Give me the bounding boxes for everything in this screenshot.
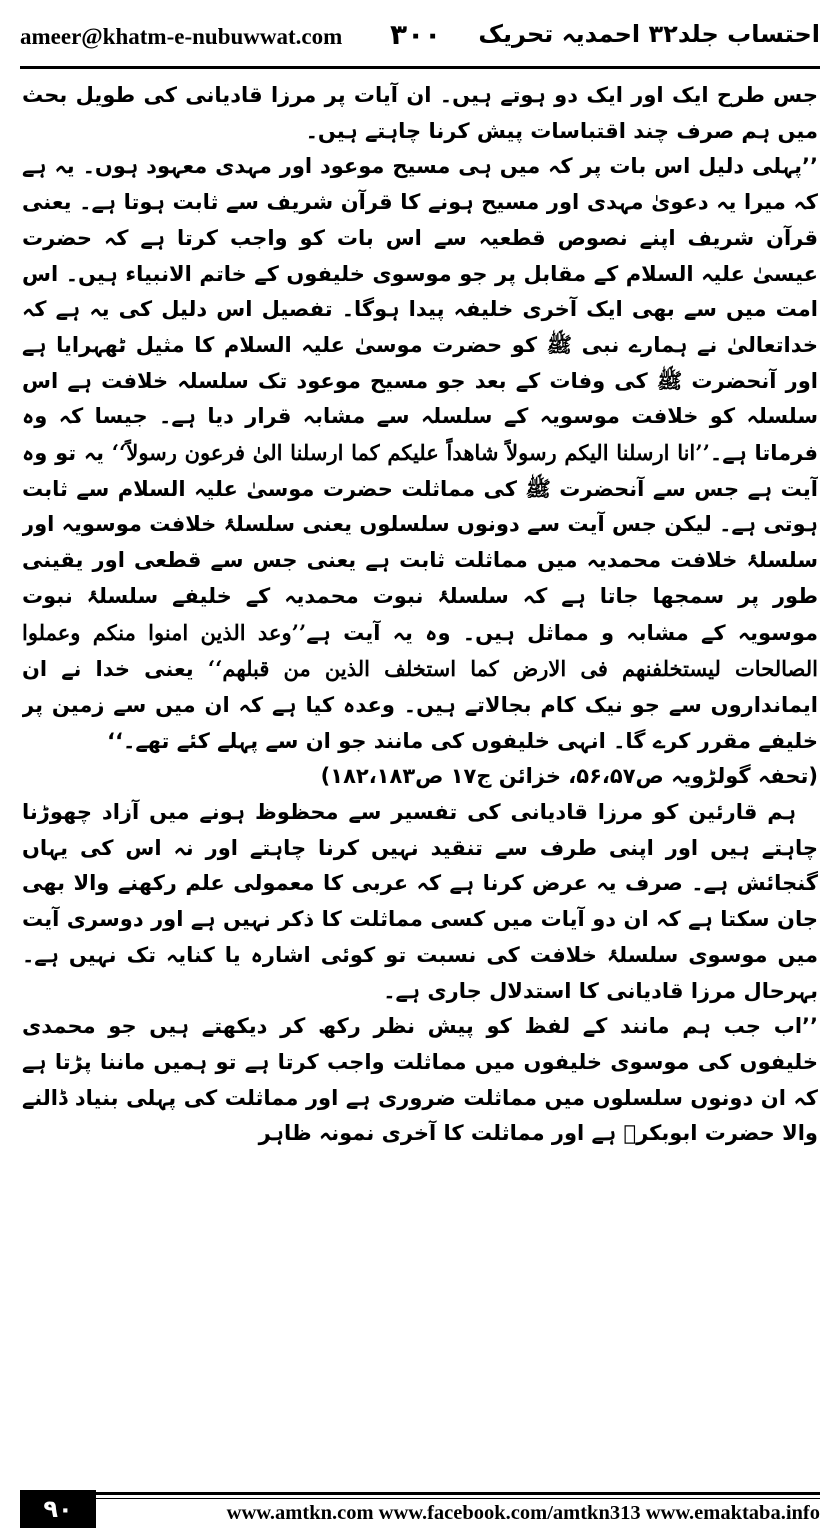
footer-page-number: ۹۰: [20, 1490, 96, 1528]
paragraph-quote-start: [22, 149, 818, 759]
footer-links: www.amtkn.com www.facebook.com/amtkn313 www.emaktaba.info: [226, 1502, 820, 1524]
header-divider: [20, 66, 820, 69]
citation-reference: (تحفہ گولڑویہ ص۵۶،۵۷، خزائن ج۱۷ ص۱۸۲،۱۸۳): [320, 764, 818, 789]
paragraph-quote-continued: ’’اب جب ہم مانند کے لفظ کو پیش نظر رکھ کر دیکھتے ہیں جو محمدی خلیفوں کی موسوی خلیفوں میں مماثلت واجب کرتا ہے تو ہمیں ماننا پڑتا ہے کہ ان دونوں سلسلوں میں مماثلت ضروری ہے اور مماثلت کی پہلی بنیاد ڈالنے والا حضرت ابوبکرؓ ہے اور مماثلت کا آخری نمونہ ظاہر: [22, 1014, 818, 1146]
quote-text-3: یعنی خدا نے ان ایمانداروں سے جو نیک کام بجالاتے ہیں۔ وعدہ کیا ہے کہ ان میں سے زمین پر خلیفے مقرر کرے گا۔ انہی خلیفوں کی مانند جو ان سے پہلے کئے تھے۔‘‘: [22, 657, 818, 753]
arabic-verse-2: ’’وعد الذین امنوا منکم وعملوا الصالحات لیستخلفنھم فی الارض کما استخلف الذین من قبلھم‘‘: [22, 619, 818, 682]
footer-divider-thick: [96, 1492, 820, 1495]
quote-text-2: یہ تو وہ آیت ہے جس سے آنحضرت ﷺ کی مماثلت حضرت موسیٰ علیہ السلام سے ثابت ہوتی ہے۔ لیکن جس آیت سے دونوں سلسلوں یعنی سلسلۂ خلافت موسویہ اور سلسلۂ خلافت محمدیہ میں مماثلت ثابت ہے یعنی جس سے قطعی اور یقینی طور پر سمجھا جاتا ہے کہ سلسلۂ نبوت محمدیہ کے خلیفے سلسلۂ نبوت موسویہ کے مشابہ و مماثل ہیں۔ وہ یہ آیت ہے: [22, 441, 818, 645]
arabic-verse-1: ’’انا ارسلنا الیکم رسولاً شاھداً علیکم کما ارسلنا الیٰ فرعون رسولاً‘‘: [111, 440, 710, 466]
footer-divider-thin: [96, 1498, 820, 1499]
page-body: [22, 78, 818, 1463]
header-email: ameer@khatm-e-nubuwwat.com: [20, 24, 343, 49]
page-header: [20, 18, 820, 62]
page-footer: [20, 1490, 820, 1534]
header-title: احتساب جلد۳۲ احمدیہ تحریک: [478, 20, 820, 48]
paragraph-commentary: ہم قارئین کو مرزا قادیانی کی تفسیر سے محظوظ ہونے میں آزاد چھوڑنا چاہتے ہیں اور اپنی طرف سے تنقید نہیں کرنا چاہتے اور نہ اس کی یہاں گنجائش ہے۔ صرف یہ عرض کرنا ہے کہ عربی کا معمولی علم رکھنے والا بھی جان سکتا ہے کہ ان دو آیات میں کسی مماثلت کا ذکر نہیں ہے اور دوسری آیت میں موسوی سلسلۂ خلافت کی نسبت تو کوئی اشارہ یا کنایہ تک نہیں ہے۔ بہرحال مرزا قادیانی کا استدلال جاری ہے۔: [22, 800, 818, 1003]
header-page-number: ۳۰۰: [390, 18, 442, 51]
quote-text-1: ’’پہلی دلیل اس بات پر کہ میں ہی مسیح موعود اور مہدی معہود ہوں۔ یہ ہے کہ میرا یہ دعویٰ مہدی اور مسیح ہونے کا قرآن شریف سے ثابت ہوتا ہے۔ یعنی قرآن شریف اپنے نصوص قطعیہ سے اس بات کو واجب کرتا ہے کہ حضرت عیسیٰ علیہ السلام کے مقابل پر جو موسوی خلیفوں کے خاتم الانبیاء ہیں۔ اس امت میں سے بھی ایک آخری خلیفہ پیدا ہوگا۔ تفصیل اس دلیل کی یہ ہے کہ خداتعالیٰ نے ہمارے نبی ﷺ کو حضرت موسیٰ علیہ السلام کا مثیل ٹھہرایا ہے اور آنحضرت ﷺ کی وفات کے بعد جو مسیح موعود تک سلسلہ خلافت ہے اس سلسلہ کو خلافت موسویہ کے سلسلہ سے مشابہ قرار دیا ہے۔ جیسا کہ وہ فرماتا ہے۔: [22, 154, 818, 466]
paragraph-intro: جس طرح ایک اور ایک دو ہوتے ہیں۔ ان آیات پر مرزا قادیانی کی طویل بحث میں ہم صرف چند اقتباسات پیش کرنا چاہتے ہیں۔: [22, 83, 818, 143]
